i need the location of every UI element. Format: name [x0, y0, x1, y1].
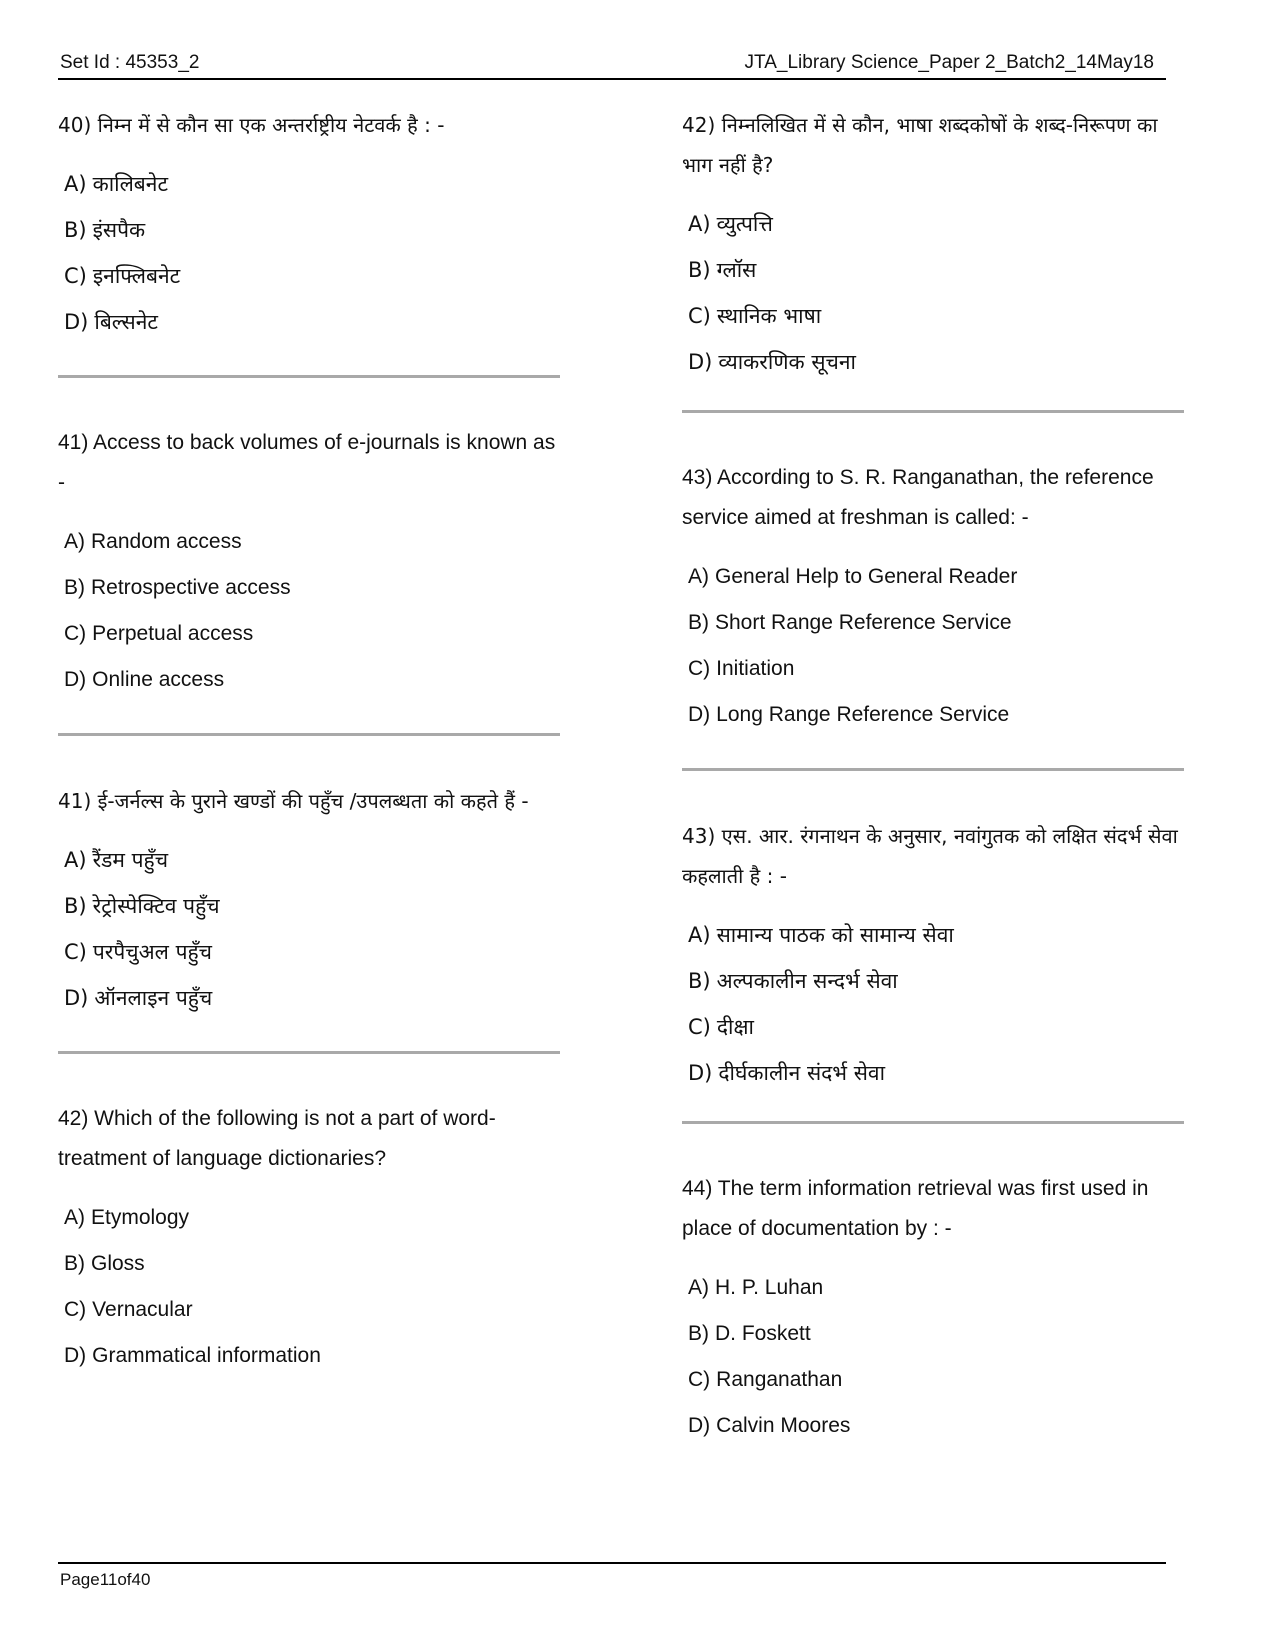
- right-column: [682, 105, 1187, 1453]
- question-text: 41) Access to back volumes of e-journals is known as -: [58, 431, 556, 494]
- paper-title: JTA_Library Science_Paper 2_Batch2_14May18: [744, 52, 1154, 73]
- page-header: [58, 50, 1166, 80]
- question-block: [682, 105, 1187, 410]
- question-block: [58, 105, 563, 375]
- option: D) Grammatical information: [64, 1344, 321, 1367]
- question-separator: [682, 410, 1184, 413]
- question-text: 43) According to S. R. Ranganathan, the reference service aimed at freshman is called: -: [682, 466, 1154, 529]
- option: B) D. Foskett: [688, 1322, 811, 1345]
- option: B) अल्पकालीन सन्दर्भ सेवा: [688, 969, 898, 993]
- option: C) इनफ्लिबनेट: [64, 264, 181, 288]
- question-block: [682, 816, 1187, 1121]
- question-separator: [58, 1051, 560, 1054]
- option: A) व्युत्पत्ति: [688, 212, 773, 236]
- option: C) Vernacular: [64, 1298, 193, 1321]
- option: C) दीक्षा: [688, 1015, 754, 1039]
- option: A) H. P. Luhan: [688, 1276, 824, 1299]
- set-id: Set Id : 45353_2: [60, 52, 200, 73]
- option: A) Random access: [64, 530, 242, 553]
- question-block: [682, 458, 1187, 768]
- option: A) General Help to General Reader: [688, 565, 1018, 588]
- option: D) ऑनलाइन पहुँच: [64, 986, 213, 1010]
- question-block: [58, 423, 563, 733]
- question-text: 44) The term information retrieval was first used in place of documentation by : -: [682, 1177, 1149, 1240]
- question-block: [58, 1099, 563, 1383]
- option: B) रेट्रोस्पेक्टिव पहुँच: [64, 894, 220, 918]
- page-footer: [58, 1562, 1166, 1589]
- option: B) Short Range Reference Service: [688, 611, 1012, 634]
- question-text: 40) निम्न में से कौन सा एक अन्तर्राष्ट्रीय नेटवर्क है : -: [58, 113, 445, 137]
- question-separator: [58, 375, 560, 378]
- option: C) Perpetual access: [64, 622, 254, 645]
- option: D) व्याकरणिक सूचना: [688, 350, 856, 374]
- option: B) Gloss: [64, 1252, 145, 1275]
- option: D) Online access: [64, 668, 225, 691]
- option: C) परपैचुअल पहुँच: [64, 940, 213, 964]
- option: C) स्थानिक भाषा: [688, 304, 822, 328]
- question-text: 42) Which of the following is not a part of word-treatment of language dictionaries?: [58, 1107, 496, 1170]
- question-separator: [58, 733, 560, 736]
- option: B) ग्लॉस: [688, 258, 757, 282]
- question-block: [58, 781, 563, 1051]
- option: D) बिल्सनेट: [64, 310, 158, 334]
- option: D) Calvin Moores: [688, 1414, 851, 1437]
- option: D) Long Range Reference Service: [688, 703, 1010, 726]
- option: A) सामान्य पाठक को सामान्य सेवा: [688, 923, 954, 947]
- option: A) कालिबनेट: [64, 172, 169, 196]
- question-text: 41) ई-जर्नल्स के पुराने खण्डों की पहुँच /उपलब्धता को कहते हैं -: [58, 789, 529, 813]
- left-column: [58, 105, 563, 1383]
- option: D) दीर्घकालीन संदर्भ सेवा: [688, 1061, 886, 1085]
- page-number: Page11of40: [60, 1570, 151, 1589]
- question-text: 43) एस. आर. रंगनाथन के अनुसार, नवांगुतक को लक्षित संदर्भ सेवा कहलाती है : -: [682, 824, 1178, 888]
- option: C) Ranganathan: [688, 1368, 843, 1391]
- question-block: [682, 1169, 1187, 1453]
- option: C) Initiation: [688, 657, 795, 680]
- question-separator: [682, 768, 1184, 771]
- question-text: 42) निम्नलिखित में से कौन, भाषा शब्दकोषों के शब्द-निरूपण का भाग नहीं है?: [682, 113, 1158, 177]
- question-separator: [682, 1121, 1184, 1124]
- option: B) इंसपैक: [64, 218, 146, 242]
- option: B) Retrospective access: [64, 576, 291, 599]
- option: A) Etymology: [64, 1206, 190, 1229]
- option: A) रैंडम पहुँच: [64, 848, 169, 872]
